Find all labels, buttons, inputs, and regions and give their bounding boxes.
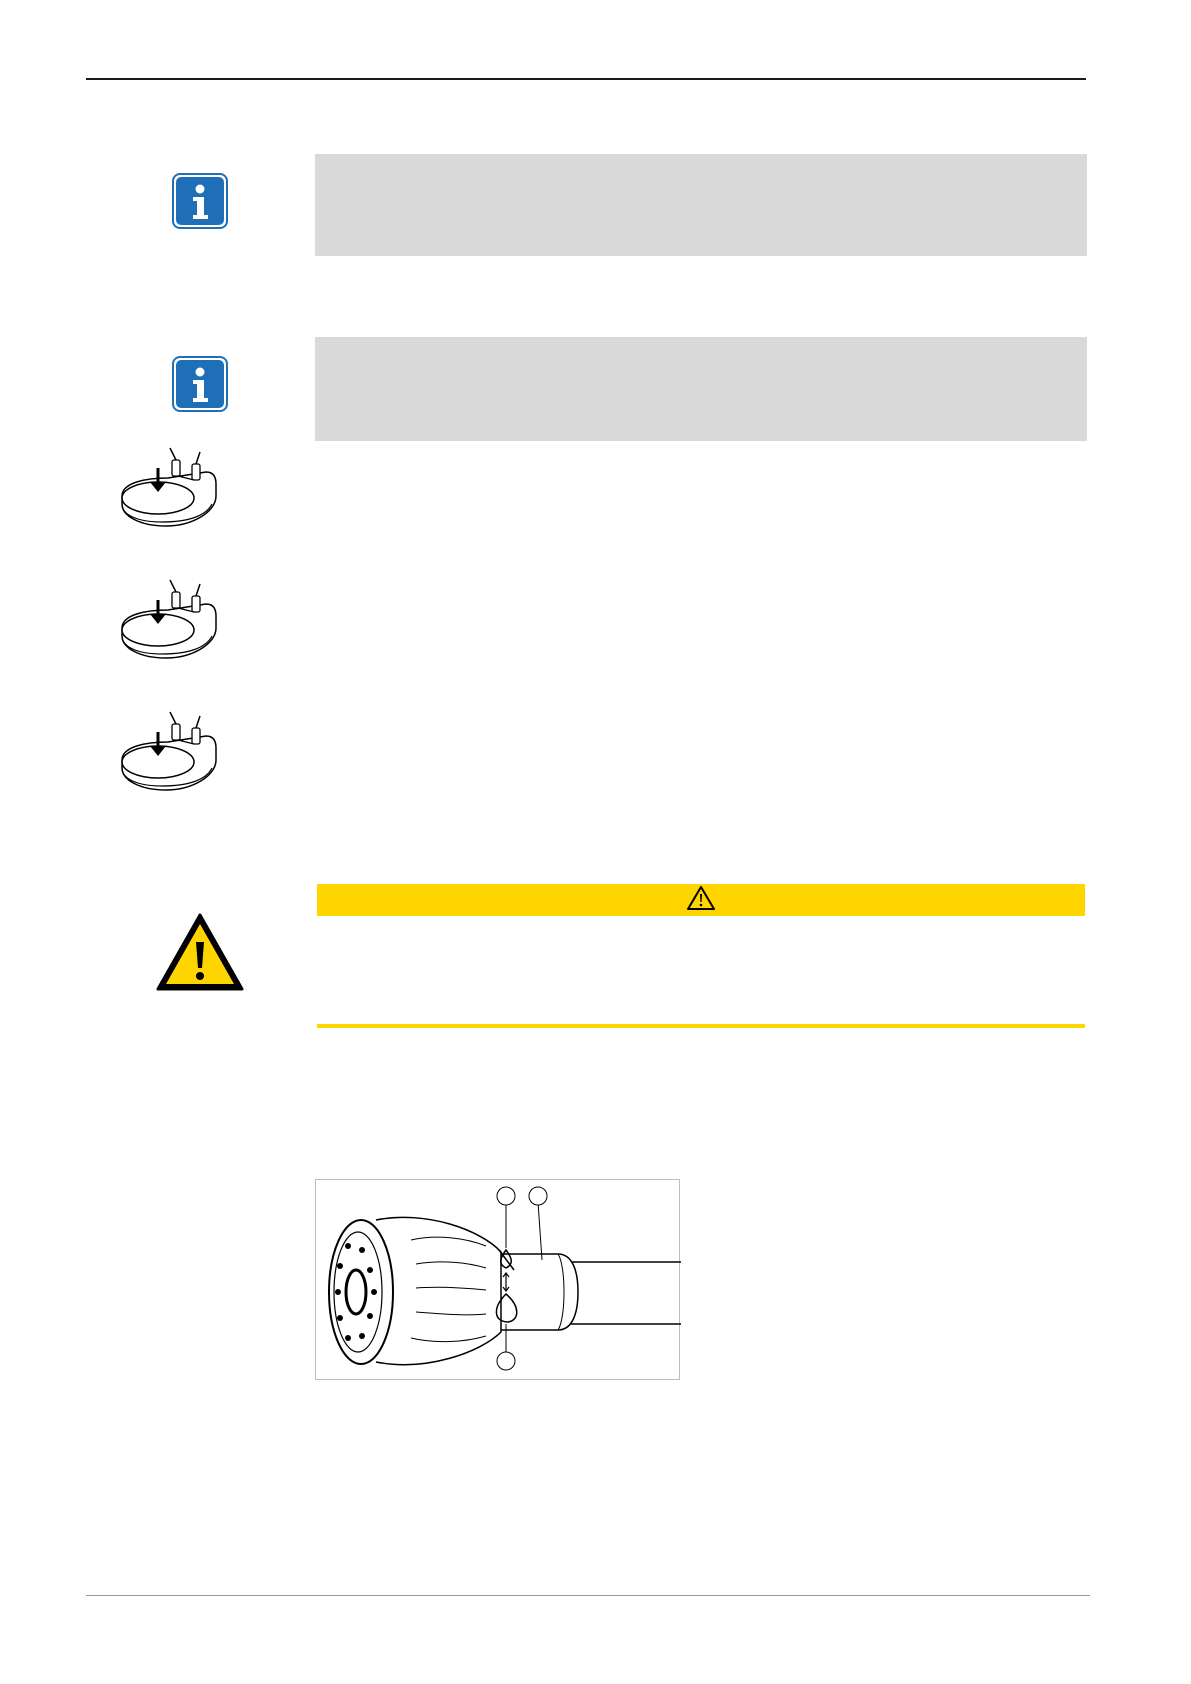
warning-header-bar — [317, 884, 1085, 916]
handpiece-figure — [315, 1179, 680, 1380]
info-icon — [171, 172, 229, 230]
footer-rule — [86, 1595, 1090, 1596]
warning-bottom-rule — [317, 1024, 1085, 1028]
foot-control-pedal-icon — [118, 446, 222, 528]
header-rule — [86, 78, 1086, 80]
foot-control-pedal-icon — [118, 710, 222, 792]
warning-triangle-icon — [155, 912, 245, 992]
info-notice-box — [315, 337, 1087, 441]
warning-bar-icon — [686, 885, 716, 916]
info-icon — [171, 355, 229, 413]
foot-control-pedal-icon — [118, 578, 222, 660]
info-notice-box — [315, 154, 1087, 256]
